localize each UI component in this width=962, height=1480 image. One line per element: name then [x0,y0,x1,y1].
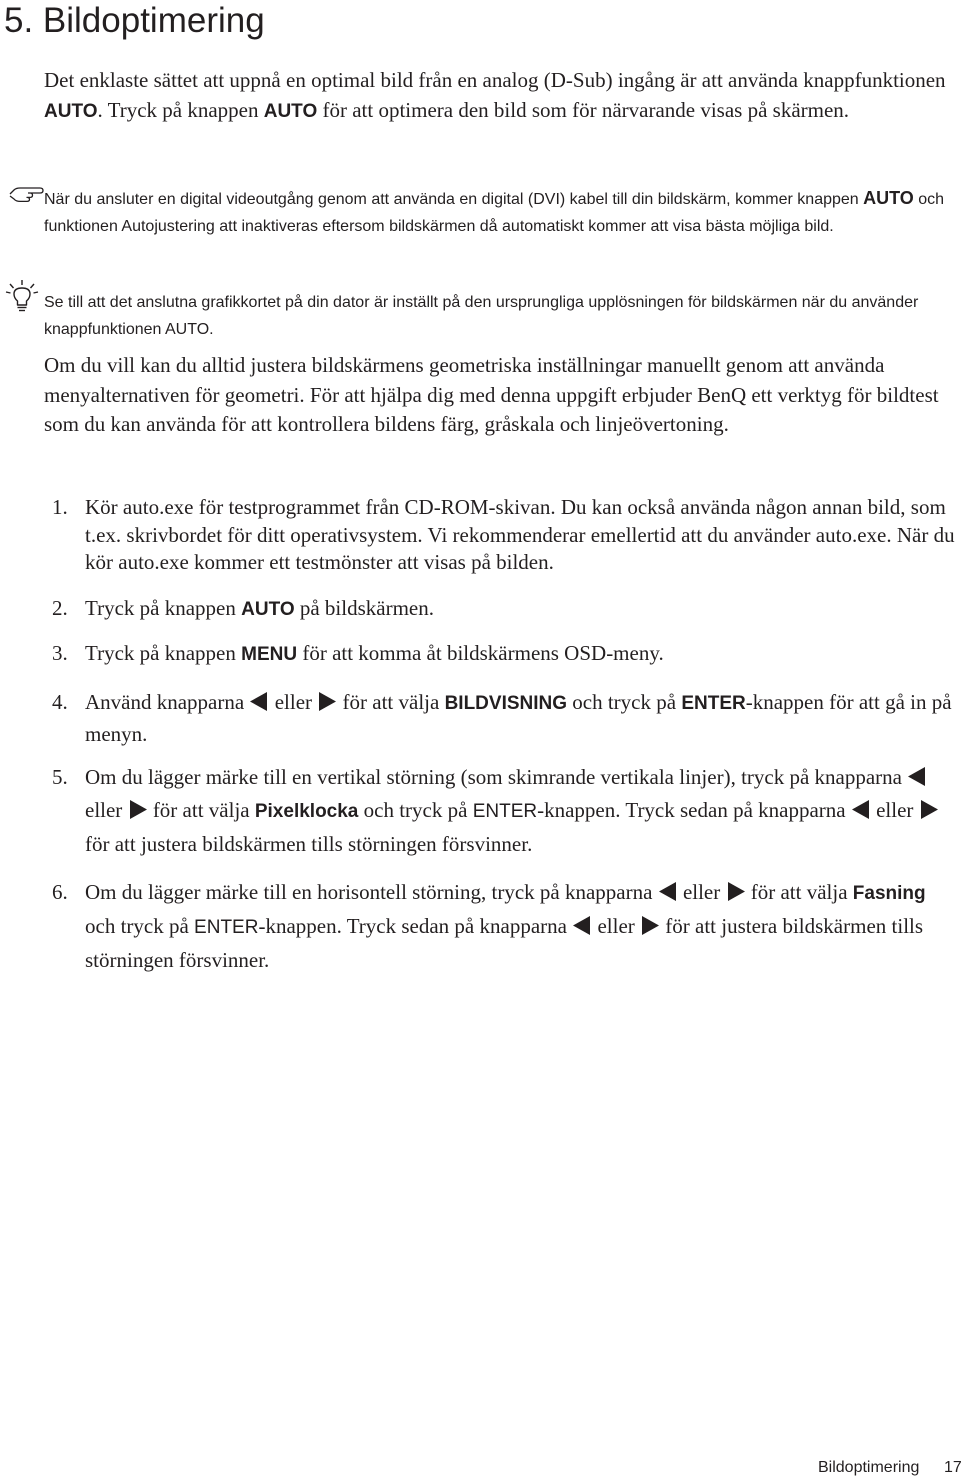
step-number: 1. [52,495,68,519]
right-triangle-icon [726,881,746,902]
footer-page-number: 17 [944,1459,962,1476]
tip-native-resolution: Se till att det anslutna grafikkortet på din dator är inställt på den ursprungliga upplösningen för bildskärmen när du använder knappfunktionen AUTO. [44,294,919,338]
enter-key-label: ENTER [472,801,538,822]
left-triangle-icon [658,881,678,902]
auto-key-label: AUTO [863,188,914,208]
step-text: Om du lägger märke till en vertikal störning (som skimrande vertikala linjer), tryck på knapparna eller för att välja Pixelklocka och tryck på ENTER-knappen. Tryck sedan på knapparna eller för att justera bildskärmen tills störningen försvinner. [85,761,958,861]
right-triangle-icon [128,799,148,820]
step-text: Kör auto.exe för testprogrammet från CD-ROM-skivan. Du kan också använda någon annan bild, som t.ex. skrivbordet för ditt operativsystem. Vi rekommenderar emellertid att du använder auto.exe. När du kör auto.exe kommer ett testmönster att visas på bilden. [85,495,955,574]
fasning-menu-label: Fasning [852,883,926,904]
step-3 [52,639,958,669]
step-number: 3. [52,641,68,665]
step-text: Om du lägger märke till en horisontell störning, tryck på knapparna eller för att välja Fasning och tryck på ENTER-knappen. Tryck sedan på knapparna eller för att justera bildskärmen tills störningen försvinner. [85,880,926,972]
step-number: 4. [52,690,68,714]
menu-key-label: MENU [241,644,298,665]
step-number: 6. [52,880,68,904]
right-triangle-icon [640,915,660,936]
step-number: 2. [52,596,68,620]
enter-key-label: ENTER [194,917,259,938]
note-dvi: När du ansluter en digital videoutgång genom att använda en digital (DVI) kabel till din bildskärm, kommer knappen AUTO och funktionen Autojustering att inaktiveras eftersom bildskärmen då automatiskt kommer att visa bästa möjliga bild. [44,188,945,235]
step-2 [52,594,958,624]
footer-section-label: Bildoptimering [818,1459,920,1476]
step-1 [52,494,958,577]
step-text: Tryck på knappen MENU för att komma åt bildskärmens OSD-meny. [85,641,664,665]
left-triangle-icon [249,691,269,712]
left-triangle-icon [907,766,927,787]
lightbulb-icon [4,279,40,313]
right-triangle-icon [919,799,939,820]
enter-key-label: ENTER [681,693,746,714]
step-4 [52,687,958,749]
left-triangle-icon [851,799,871,820]
intro-paragraph: Det enklaste sättet att uppnå en optimal bild från en analog (D-Sub) ingång är att använda knappfunktionen AUTO. Tryck på knappen AUTO för att optimera den bild som för närvarande visas på skärmen. [44,68,946,122]
pixelklocka-menu-label: Pixelklocka [254,801,359,822]
pointing-hand-icon [8,184,44,204]
step-text: Använd knapparna eller för att välja BILDVISNING och tryck på ENTER-knappen för att gå in på menyn. [85,690,952,746]
geometry-paragraph: Om du vill kan du alltid justera bildskärmens geometriska inställningar manuellt genom att använda menyalternativen för geometri. För att hjälpa dig med denna uppgift erbjuder BenQ ett verktyg för bildtest som du kan använda för att kontrollera bildens färg, gråskala och linjeövertoning. [44,353,939,436]
auto-key-label: AUTO [241,599,295,620]
bildvisning-menu-label: BILDVISNING [444,693,568,714]
step-number: 5. [52,765,68,789]
page-title: 5. Bildoptimering [4,1,265,40]
auto-key-label: AUTO [263,100,318,122]
step-text: Tryck på knappen AUTO på bildskärmen. [85,596,434,620]
left-triangle-icon [572,915,592,936]
right-triangle-icon [317,691,337,712]
step-5 [52,761,958,861]
step-6 [52,876,958,977]
auto-key-label: AUTO [44,100,98,122]
